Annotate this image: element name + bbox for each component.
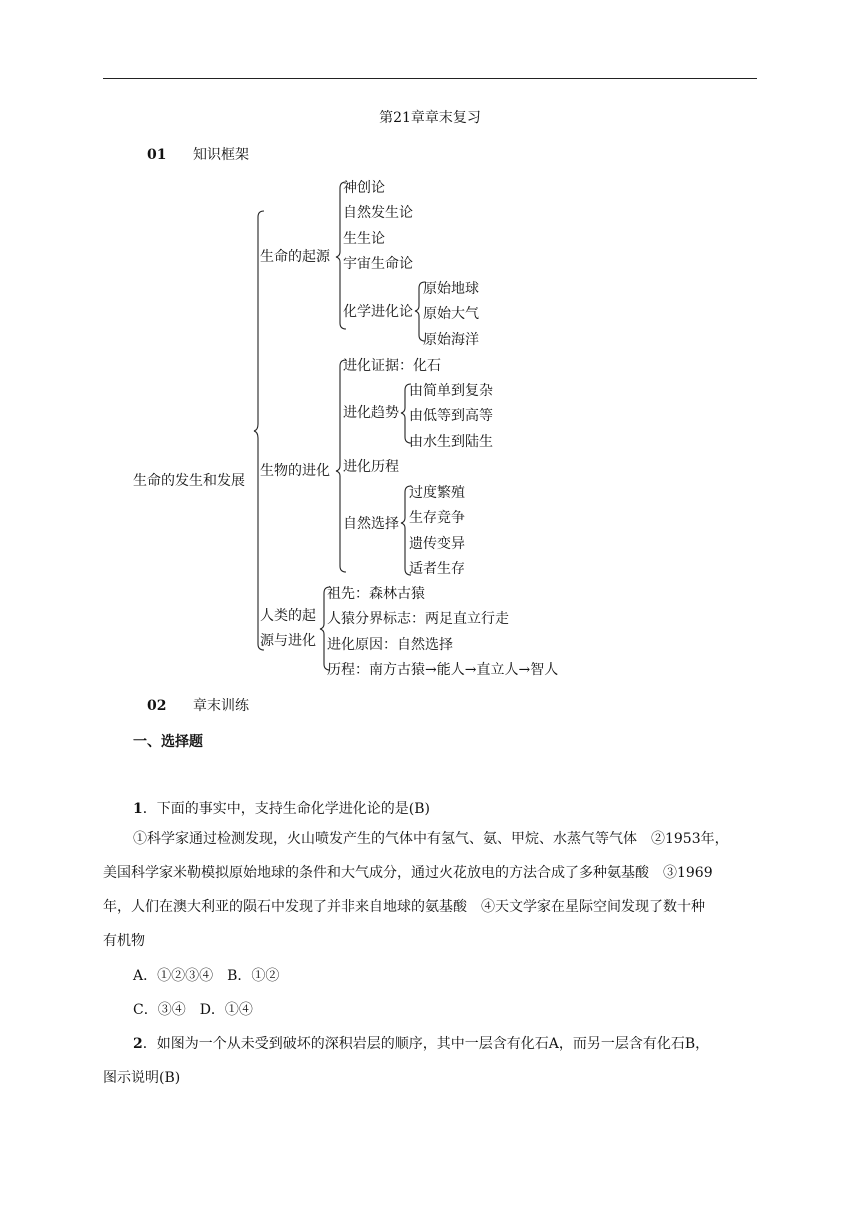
origin-item-4: 宇宙生命论 [343, 256, 413, 272]
node-origin: 生命的起源 [260, 249, 330, 265]
human-item-2: 人猿分界标志：两足直立行走 [327, 611, 509, 627]
page-title: 第21章章末复习 [379, 110, 481, 126]
section-1-number: 01 [147, 147, 167, 163]
human-item-3: 进化原因：自然选择 [327, 637, 453, 653]
q1-line-4: 有机物 [103, 933, 145, 949]
node-evolution: 生物的进化 [260, 463, 330, 479]
q1-options-ab: A．①②③④ B．①② [133, 968, 280, 984]
origin-item-2: 自然发生论 [343, 205, 413, 221]
q1-line-3: 年，人们在澳大利亚的陨石中发现了并非来自地球的氨基酸 ④天文学家在星际空间发现了数十种 [103, 899, 705, 915]
section-2-number: 02 [147, 698, 167, 714]
node-human-line2: 源与进化 [260, 633, 316, 649]
section-1-label: 知识框架 [193, 147, 249, 163]
node-human-line1: 人类的起 [260, 608, 316, 624]
q2-line-1-text: ．如图为一个从未受到破坏的深积岩层的顺序，其中一层含有化石A，而另一层含有化石B， [142, 1036, 710, 1052]
section-2-label: 章末训练 [193, 698, 249, 714]
origin-item-1: 神创论 [343, 180, 385, 196]
trend-item-1: 由简单到复杂 [409, 383, 493, 399]
human-item-1: 祖先：森林古猿 [327, 586, 425, 602]
selection-item-2: 生存竞争 [409, 510, 465, 526]
q1-options-cd: C．③④ D．①④ [133, 1002, 253, 1018]
q2-line-2: 图示说明(B) [103, 1070, 181, 1086]
human-item-4: 历程：南方古猿→能人→直立人→智人 [327, 662, 559, 678]
selection-item-1: 过度繁殖 [409, 485, 465, 501]
selection-item-4: 适者生存 [409, 561, 465, 577]
q1-stem-text: ．下面的事实中，支持生命化学进化论的是(B) [142, 801, 430, 817]
q1-stem [133, 799, 430, 819]
evolution-evidence: 进化证据：化石 [343, 358, 441, 374]
header-rule [103, 78, 757, 79]
chem-item-3: 原始海洋 [423, 332, 479, 348]
q1-line-1: ①科学家通过检测发现，火山喷发产生的气体中有氢气、氨、甲烷、水蒸气等气体 ②1953年， [133, 831, 729, 847]
chem-item-2: 原始大气 [423, 306, 479, 322]
trend-item-2: 由低等到高等 [409, 408, 493, 424]
tree-root: 生命的发生和发展 [133, 473, 245, 489]
q1-number: 1 [133, 801, 143, 817]
q1-line-2: 美国科学家米勒模拟原始地球的条件和大气成分，通过火花放电的方法合成了多种氨基酸 ③1969 [103, 865, 713, 881]
trend-item-3: 由水生到陆生 [409, 434, 493, 450]
node-selection: 自然选择 [343, 516, 399, 532]
evolution-history: 进化历程 [343, 459, 399, 475]
q2-line-1 [133, 1034, 709, 1054]
origin-item-3: 生生论 [343, 231, 385, 247]
q2-number: 2 [133, 1036, 143, 1052]
part-heading: 一、选择题 [133, 734, 203, 750]
chem-item-1: 原始地球 [423, 281, 479, 297]
root-brace [254, 211, 264, 650]
node-trend: 进化趋势 [343, 405, 399, 421]
selection-item-3: 遗传变异 [409, 536, 465, 552]
node-chem: 化学进化论 [343, 304, 413, 320]
